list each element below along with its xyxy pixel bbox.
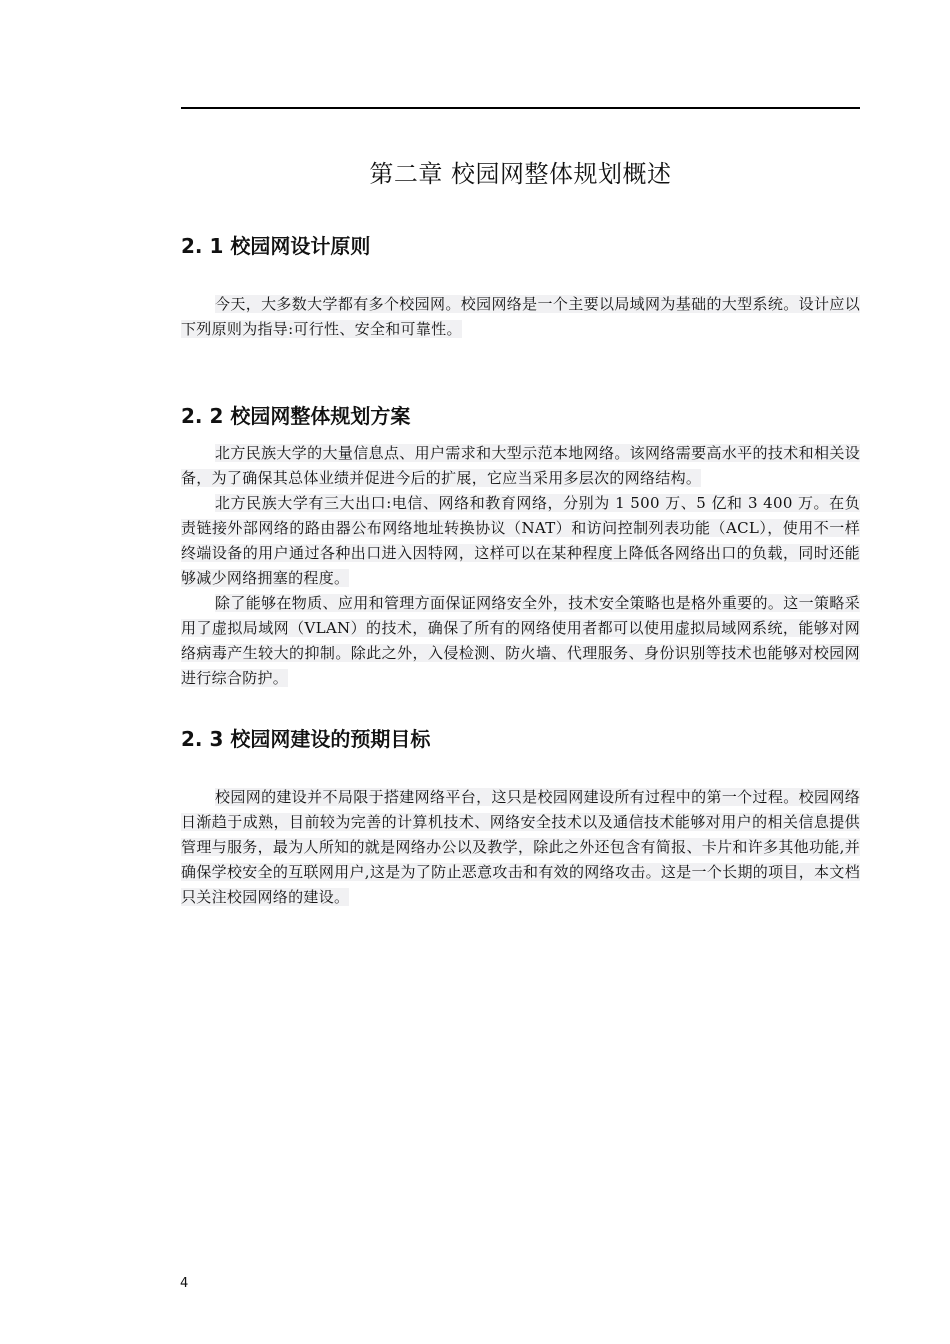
chapter-title: 第二章 校园网整体规划概述 xyxy=(369,160,672,188)
paragraph: 今天，大多数大学都有多个校园网。校园网络是一个主要以局域网为基础的大型系统。设计应以下列原则为指导:可行性、安全和可靠性。 xyxy=(181,295,860,338)
paragraph: 校园网的建设并不局限于搭建网络平台，这只是校园网建设所有过程中的第一个过程。校园网络日渐趋于成熟，目前较为完善的计算机技术、网络安全技术以及通信技术能够对用户的相关信息提供管理与服务，最为人所知的就是网络办公以及教学，除此之外还包含有简报、卡片和许多其他功能,并确保学校安全的互联网用户,这是为了防止恶意攻击和有效的网络攻击。这是一个长期的项目，本文档只关注校园网络的建设。 xyxy=(181,788,860,906)
paragraph: 除了能够在物质、应用和管理方面保证网络安全外，技术安全策略也是格外重要的。这一策略采用了虚拟局域网（VLAN）的技术，确保了所有的网络使用者都可以使用虚拟局域网系统，能够对网络病毒产生较大的抑制。除此之外，入侵检测、防火墙、代理服务、身份识别等技术也能够对校园网进行综合防护。 xyxy=(181,594,860,687)
paragraph: 北方民族大学有三大出口:电信、网络和教育网络，分别为 1 500 万、5 亿和 3 400 万。在负责链接外部网络的路由器公布网络地址转换协议（NAT）和访问控制列表功能（ACL），使用不一样终端设备的用户通过各种出口进入因特网，这样可以在某种程度上降低各网络出口的负载，同时还能够减少网络拥塞的程度。 xyxy=(181,494,860,587)
section-heading-2-1: 2. 1 校园网设计原则 xyxy=(181,234,371,258)
section-heading-2-2: 2. 2 校园网整体规划方案 xyxy=(181,404,411,428)
page-number: 4 xyxy=(180,1276,189,1291)
header-rule xyxy=(181,107,860,109)
section-heading-2-3: 2. 3 校园网建设的预期目标 xyxy=(181,727,431,751)
section-body-2-2 xyxy=(181,441,860,691)
section-body-2-1 xyxy=(181,292,860,342)
section-body-2-3 xyxy=(181,785,860,910)
paragraph: 北方民族大学的大量信息点、用户需求和大型示范本地网络。该网络需要高水平的技术和相关设备，为了确保其总体业绩并促进今后的扩展，它应当采用多层次的网络结构。 xyxy=(181,444,860,487)
